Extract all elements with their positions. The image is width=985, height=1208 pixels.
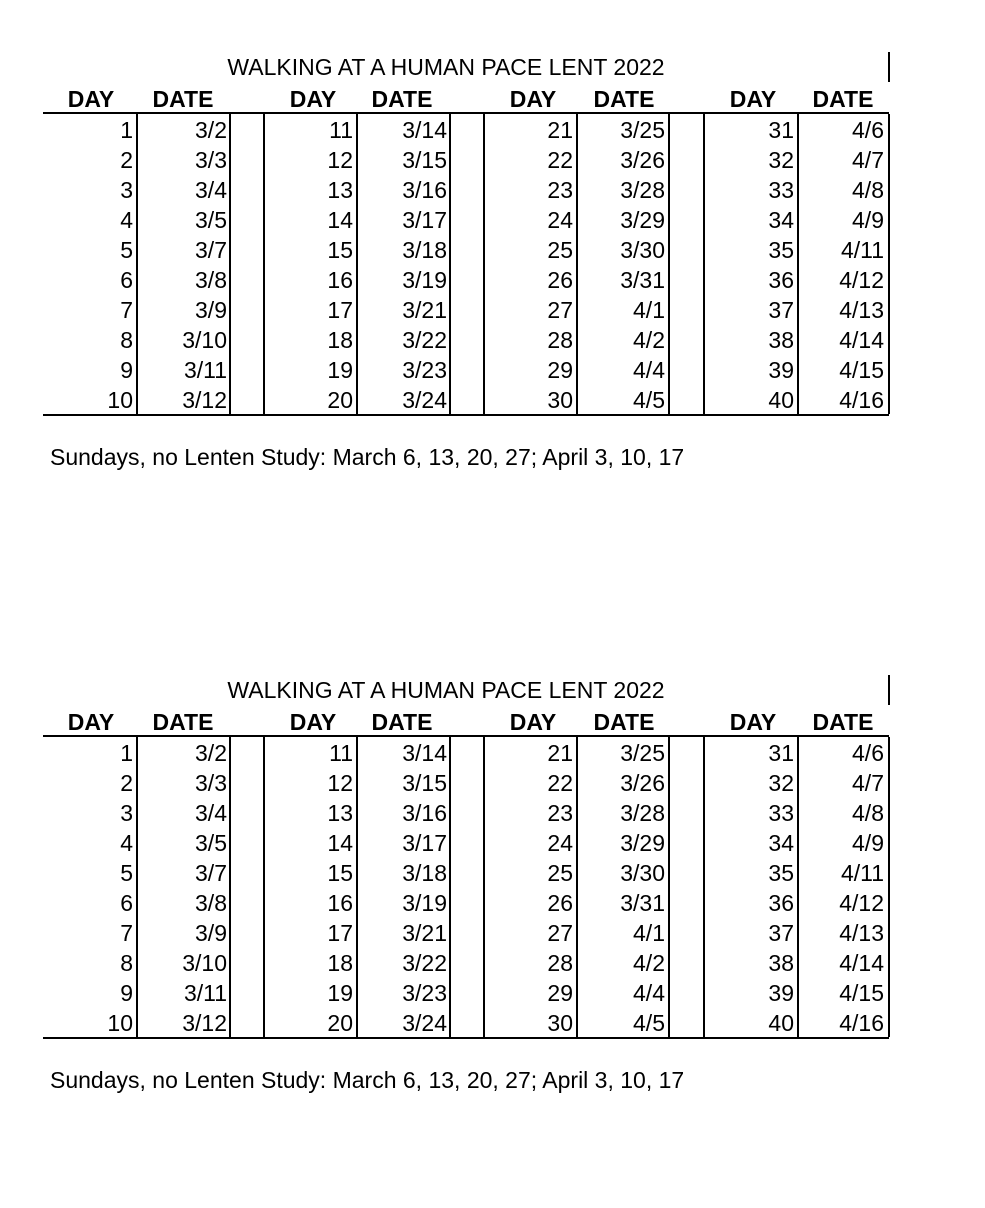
table-row xyxy=(43,827,889,857)
table-row xyxy=(43,264,889,294)
day-cell: 37 xyxy=(768,297,794,323)
column-rule xyxy=(668,737,670,1037)
day-cell: 1 xyxy=(120,740,133,766)
header-day: DAY xyxy=(67,86,115,112)
table-title-text: WALKING AT A HUMAN PACE LENT 2022 xyxy=(227,54,665,80)
column-rule xyxy=(449,737,451,1037)
date-cell: 4/7 xyxy=(852,147,884,173)
header-date: DATE xyxy=(812,86,874,112)
table-row xyxy=(43,737,889,767)
header-date: DATE xyxy=(371,709,433,735)
table-bottom-rule xyxy=(43,414,889,416)
day-cell: 1 xyxy=(120,117,133,143)
date-cell: 3/11 xyxy=(183,980,227,1006)
day-cell: 22 xyxy=(547,770,573,796)
day-cell: 3 xyxy=(120,800,133,826)
date-cell: 3/4 xyxy=(195,800,227,826)
table-row xyxy=(43,234,889,264)
date-cell: 4/9 xyxy=(852,830,884,856)
day-cell: 37 xyxy=(768,920,794,946)
date-cell: 3/26 xyxy=(620,147,665,173)
date-cell: 4/16 xyxy=(839,1010,884,1036)
date-cell: 3/10 xyxy=(182,950,227,976)
header-day: DAY xyxy=(289,709,337,735)
date-cell: 3/18 xyxy=(402,237,447,263)
day-cell: 11 xyxy=(329,117,353,143)
day-cell: 2 xyxy=(120,770,133,796)
column-rule xyxy=(136,114,138,414)
date-cell: 4/9 xyxy=(852,207,884,233)
day-cell: 40 xyxy=(768,387,794,413)
day-cell: 24 xyxy=(547,207,573,233)
column-rule xyxy=(483,114,485,414)
column-rule xyxy=(703,114,705,414)
date-cell: 3/5 xyxy=(195,207,227,233)
day-cell: 20 xyxy=(327,1010,353,1036)
date-cell: 3/17 xyxy=(402,207,447,233)
date-cell: 3/3 xyxy=(195,770,227,796)
day-cell: 33 xyxy=(768,177,794,203)
table-row xyxy=(43,204,889,234)
table-row xyxy=(43,947,889,977)
day-cell: 16 xyxy=(327,890,353,916)
date-cell: 4/13 xyxy=(839,297,884,323)
table-title xyxy=(43,52,889,82)
day-cell: 12 xyxy=(327,147,353,173)
day-cell: 10 xyxy=(107,387,133,413)
date-cell: 4/12 xyxy=(839,890,884,916)
date-cell: 4/13 xyxy=(839,920,884,946)
day-cell: 18 xyxy=(327,950,353,976)
day-cell: 9 xyxy=(120,357,133,383)
date-cell: 4/15 xyxy=(839,357,884,383)
column-rule xyxy=(136,737,138,1037)
day-cell: 19 xyxy=(327,980,353,1006)
table-row xyxy=(43,887,889,917)
column-rule xyxy=(703,737,705,1037)
date-cell: 4/6 xyxy=(852,740,884,766)
day-cell: 36 xyxy=(768,267,794,293)
date-cell: 3/22 xyxy=(402,327,447,353)
date-cell: 4/14 xyxy=(839,327,884,353)
date-cell: 3/3 xyxy=(195,147,227,173)
date-cell: 3/30 xyxy=(620,237,665,263)
date-cell: 3/9 xyxy=(195,297,227,323)
day-cell: 10 xyxy=(107,1010,133,1036)
day-cell: 25 xyxy=(547,860,573,886)
day-cell: 3 xyxy=(120,177,133,203)
table-row xyxy=(43,857,889,887)
day-cell: 8 xyxy=(120,950,133,976)
table-row xyxy=(43,917,889,947)
day-cell: 7 xyxy=(120,297,133,323)
date-cell: 3/23 xyxy=(402,980,447,1006)
header-day: DAY xyxy=(729,86,777,112)
date-cell: 3/7 xyxy=(195,860,227,886)
column-rule xyxy=(668,114,670,414)
date-cell: 3/28 xyxy=(620,177,665,203)
day-cell: 29 xyxy=(547,357,573,383)
day-cell: 30 xyxy=(547,387,573,413)
sunday-note: Sundays, no Lenten Study: March 6, 13, 20, 27; April 3, 10, 17 xyxy=(50,444,685,470)
day-cell: 6 xyxy=(120,890,133,916)
day-cell: 34 xyxy=(768,830,794,856)
date-cell: 4/5 xyxy=(633,1010,665,1036)
date-cell: 3/24 xyxy=(402,387,447,413)
day-cell: 32 xyxy=(768,147,794,173)
date-cell: 4/12 xyxy=(839,267,884,293)
date-cell: 4/11 xyxy=(840,860,884,886)
table-row xyxy=(43,797,889,827)
date-cell: 3/8 xyxy=(195,267,227,293)
date-cell: 3/11 xyxy=(183,357,227,383)
day-cell: 26 xyxy=(547,890,573,916)
date-cell: 3/18 xyxy=(402,860,447,886)
date-cell: 3/30 xyxy=(620,860,665,886)
date-cell: 3/2 xyxy=(195,117,227,143)
header-date: DATE xyxy=(593,86,655,112)
day-cell: 27 xyxy=(547,297,573,323)
table-row xyxy=(43,114,889,144)
day-cell: 22 xyxy=(547,147,573,173)
table-row xyxy=(43,1007,889,1037)
table-title xyxy=(43,675,889,705)
column-rule xyxy=(576,737,578,1037)
day-cell: 11 xyxy=(329,740,353,766)
title-right-rule xyxy=(888,52,890,82)
column-rule xyxy=(888,114,890,414)
day-cell: 14 xyxy=(327,830,353,856)
date-cell: 3/28 xyxy=(620,800,665,826)
date-cell: 3/29 xyxy=(620,830,665,856)
day-cell: 12 xyxy=(327,770,353,796)
header-date: DATE xyxy=(593,709,655,735)
column-rule xyxy=(449,114,451,414)
header-date: DATE xyxy=(152,86,214,112)
day-cell: 16 xyxy=(327,267,353,293)
table-title-text: WALKING AT A HUMAN PACE LENT 2022 xyxy=(227,677,665,703)
day-cell: 25 xyxy=(547,237,573,263)
day-cell: 39 xyxy=(768,357,794,383)
day-cell: 32 xyxy=(768,770,794,796)
day-cell: 38 xyxy=(768,950,794,976)
day-cell: 2 xyxy=(120,147,133,173)
day-cell: 24 xyxy=(547,830,573,856)
day-cell: 5 xyxy=(120,237,133,263)
date-cell: 3/19 xyxy=(402,267,447,293)
header-date: DATE xyxy=(371,86,433,112)
day-cell: 28 xyxy=(547,327,573,353)
date-cell: 3/7 xyxy=(195,237,227,263)
date-cell: 3/12 xyxy=(182,387,227,413)
date-cell: 3/14 xyxy=(402,740,447,766)
date-cell: 3/12 xyxy=(182,1010,227,1036)
day-cell: 13 xyxy=(327,177,353,203)
date-cell: 3/8 xyxy=(195,890,227,916)
table-bottom-rule xyxy=(43,1037,889,1039)
day-cell: 26 xyxy=(547,267,573,293)
day-cell: 30 xyxy=(547,1010,573,1036)
header-row xyxy=(43,705,889,735)
header-day: DAY xyxy=(67,709,115,735)
header-row xyxy=(43,82,889,112)
column-rule xyxy=(356,114,358,414)
date-cell: 3/19 xyxy=(402,890,447,916)
date-cell: 3/26 xyxy=(620,770,665,796)
day-cell: 21 xyxy=(547,117,573,143)
date-cell: 3/4 xyxy=(195,177,227,203)
date-cell: 3/16 xyxy=(402,177,447,203)
sunday-note: Sundays, no Lenten Study: March 6, 13, 20, 27; April 3, 10, 17 xyxy=(50,1067,685,1093)
day-cell: 21 xyxy=(547,740,573,766)
table-row xyxy=(43,384,889,414)
day-cell: 20 xyxy=(327,387,353,413)
day-cell: 4 xyxy=(120,830,133,856)
header-date: DATE xyxy=(812,709,874,735)
date-cell: 3/15 xyxy=(402,147,447,173)
day-cell: 36 xyxy=(768,890,794,916)
date-cell: 4/6 xyxy=(852,117,884,143)
day-cell: 17 xyxy=(327,297,353,323)
day-cell: 23 xyxy=(547,177,573,203)
header-day: DAY xyxy=(509,709,557,735)
day-cell: 17 xyxy=(327,920,353,946)
date-cell: 4/4 xyxy=(633,980,665,1006)
header-day: DAY xyxy=(729,709,777,735)
day-cell: 7 xyxy=(120,920,133,946)
date-cell: 4/5 xyxy=(633,387,665,413)
day-cell: 4 xyxy=(120,207,133,233)
date-cell: 4/16 xyxy=(839,387,884,413)
title-right-rule xyxy=(888,675,890,705)
day-cell: 39 xyxy=(768,980,794,1006)
date-cell: 3/2 xyxy=(195,740,227,766)
column-rule xyxy=(263,737,265,1037)
day-cell: 18 xyxy=(327,327,353,353)
date-cell: 4/15 xyxy=(839,980,884,1006)
column-rule xyxy=(797,114,799,414)
day-cell: 15 xyxy=(327,860,353,886)
day-cell: 34 xyxy=(768,207,794,233)
table-row xyxy=(43,767,889,797)
date-cell: 4/2 xyxy=(633,327,665,353)
day-cell: 28 xyxy=(547,950,573,976)
table-row xyxy=(43,294,889,324)
header-day: DAY xyxy=(289,86,337,112)
day-cell: 13 xyxy=(327,800,353,826)
date-cell: 3/14 xyxy=(402,117,447,143)
date-cell: 4/8 xyxy=(852,177,884,203)
date-cell: 3/31 xyxy=(620,890,665,916)
day-cell: 33 xyxy=(768,800,794,826)
column-rule xyxy=(229,737,231,1037)
day-cell: 6 xyxy=(120,267,133,293)
date-cell: 3/21 xyxy=(402,920,447,946)
header-date: DATE xyxy=(152,709,214,735)
date-cell: 4/8 xyxy=(852,800,884,826)
date-cell: 4/14 xyxy=(839,950,884,976)
day-cell: 29 xyxy=(547,980,573,1006)
table-row xyxy=(43,977,889,1007)
date-cell: 3/24 xyxy=(402,1010,447,1036)
column-rule xyxy=(888,737,890,1037)
day-cell: 38 xyxy=(768,327,794,353)
column-rule xyxy=(576,114,578,414)
table-row xyxy=(43,144,889,174)
day-cell: 23 xyxy=(547,800,573,826)
date-cell: 3/22 xyxy=(402,950,447,976)
date-cell: 3/21 xyxy=(402,297,447,323)
date-cell: 3/23 xyxy=(402,357,447,383)
day-cell: 19 xyxy=(327,357,353,383)
table-row xyxy=(43,174,889,204)
column-rule xyxy=(356,737,358,1037)
date-cell: 4/7 xyxy=(852,770,884,796)
date-cell: 3/17 xyxy=(402,830,447,856)
day-cell: 8 xyxy=(120,327,133,353)
day-cell: 31 xyxy=(768,740,794,766)
date-cell: 3/29 xyxy=(620,207,665,233)
date-cell: 3/15 xyxy=(402,770,447,796)
column-rule xyxy=(229,114,231,414)
day-cell: 35 xyxy=(768,237,794,263)
day-cell: 31 xyxy=(768,117,794,143)
day-cell: 9 xyxy=(120,980,133,1006)
day-cell: 14 xyxy=(327,207,353,233)
column-rule xyxy=(263,114,265,414)
day-cell: 5 xyxy=(120,860,133,886)
date-cell: 4/1 xyxy=(633,297,665,323)
day-cell: 15 xyxy=(327,237,353,263)
header-day: DAY xyxy=(509,86,557,112)
date-cell: 3/31 xyxy=(620,267,665,293)
table-row xyxy=(43,354,889,384)
date-cell: 4/11 xyxy=(840,237,884,263)
date-cell: 3/9 xyxy=(195,920,227,946)
date-cell: 4/2 xyxy=(633,950,665,976)
day-cell: 27 xyxy=(547,920,573,946)
date-cell: 3/25 xyxy=(620,740,665,766)
date-cell: 3/25 xyxy=(620,117,665,143)
date-cell: 3/10 xyxy=(182,327,227,353)
column-rule xyxy=(797,737,799,1037)
date-cell: 4/1 xyxy=(633,920,665,946)
date-cell: 4/4 xyxy=(633,357,665,383)
date-cell: 3/5 xyxy=(195,830,227,856)
date-cell: 3/16 xyxy=(402,800,447,826)
column-rule xyxy=(483,737,485,1037)
day-cell: 35 xyxy=(768,860,794,886)
day-cell: 40 xyxy=(768,1010,794,1036)
table-row xyxy=(43,324,889,354)
